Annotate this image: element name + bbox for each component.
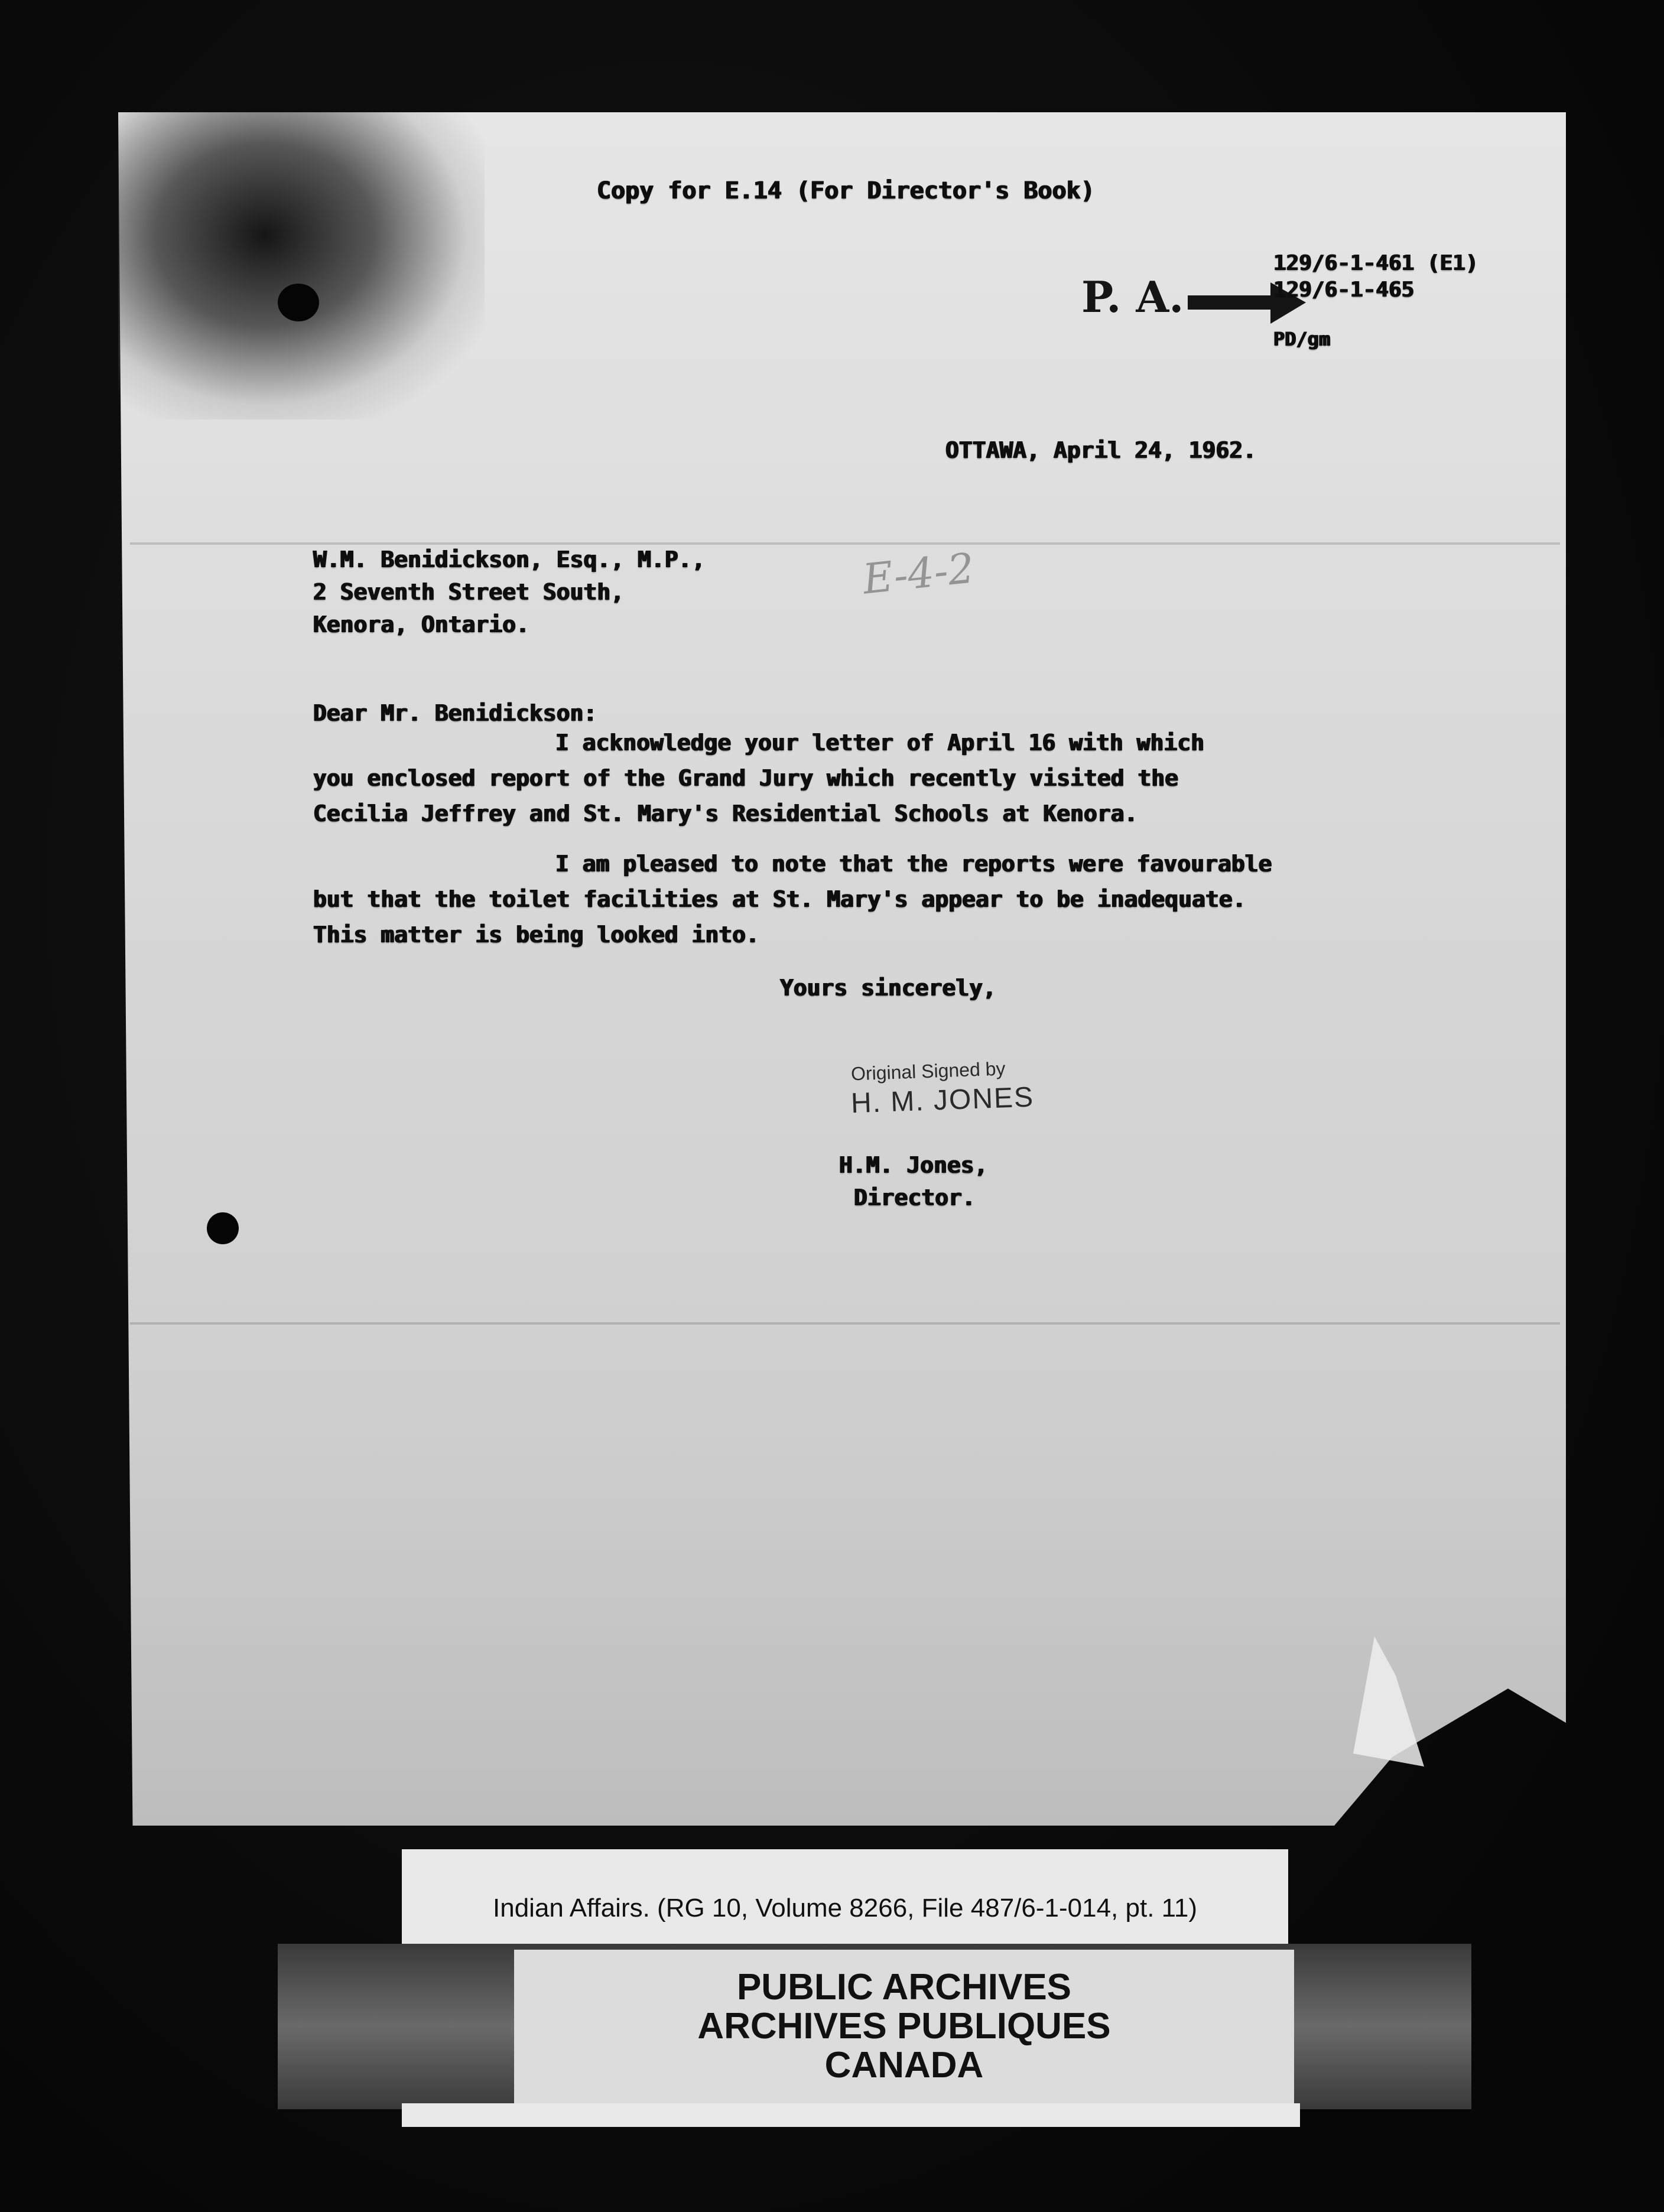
archive-reference-text: Indian Affairs. (RG 10, Volume 8266, File 487/6-1-014, pt. 11) <box>493 1894 1197 1923</box>
closing: Yours sincerely, <box>780 975 997 1001</box>
copy-header: Copy for E.14 (For Director's Book) <box>597 177 1095 204</box>
body-line: you enclosed report of the Grand Jury which recently visited the <box>313 765 1179 791</box>
body-line: I acknowledge your letter of April 16 with which <box>555 730 1205 756</box>
signatory-title: Director. <box>854 1185 976 1211</box>
signature-stamp-name: H. M. JONES <box>850 1081 1035 1120</box>
archives-line-2: ARCHIVES PUBLIQUES <box>697 2006 1111 2047</box>
public-archives-label <box>514 1950 1294 2103</box>
file-reference-2: 129/6-1-465 <box>1273 278 1415 302</box>
typist-initials: PD/gm <box>1273 328 1331 350</box>
recipient-line: 2 Seventh Street South, <box>313 579 625 605</box>
body-line: I am pleased to note that the reports were favourable <box>555 851 1272 877</box>
salutation: Dear Mr. Benidickson: <box>313 700 597 726</box>
water-stain <box>118 112 485 419</box>
pa-stamp: P. A. <box>1081 272 1184 322</box>
punch-hole-left <box>207 1212 239 1244</box>
signatory-name: H.M. Jones, <box>839 1152 988 1178</box>
archive-label-strip <box>402 2103 1300 2127</box>
body-line: but that the toilet facilities at St. Mary's appear to be inadequate. <box>313 886 1246 912</box>
fold-line-upper <box>130 542 1560 545</box>
fold-line-lower <box>130 1322 1560 1325</box>
pencil-note: E-4-2 <box>860 544 977 604</box>
body-line: Cecilia Jeffrey and St. Mary's Residential Schools at Kenora. <box>313 801 1138 827</box>
signature-stamp-caption: Original Signed by <box>850 1058 1006 1085</box>
dateline: OTTAWA, April 24, 1962. <box>945 437 1257 463</box>
recipient-line: Kenora, Ontario. <box>313 611 530 637</box>
file-reference-1: 129/6-1-461 (E1) <box>1273 251 1478 275</box>
body-line: This matter is being looked into. <box>313 922 759 948</box>
archives-line-1: PUBLIC ARCHIVES <box>736 1967 1072 2008</box>
recipient-line: W.M. Benidickson, Esq., M.P., <box>313 547 706 572</box>
punch-hole-top <box>278 284 319 321</box>
archives-line-3: CANADA <box>824 2045 984 2086</box>
